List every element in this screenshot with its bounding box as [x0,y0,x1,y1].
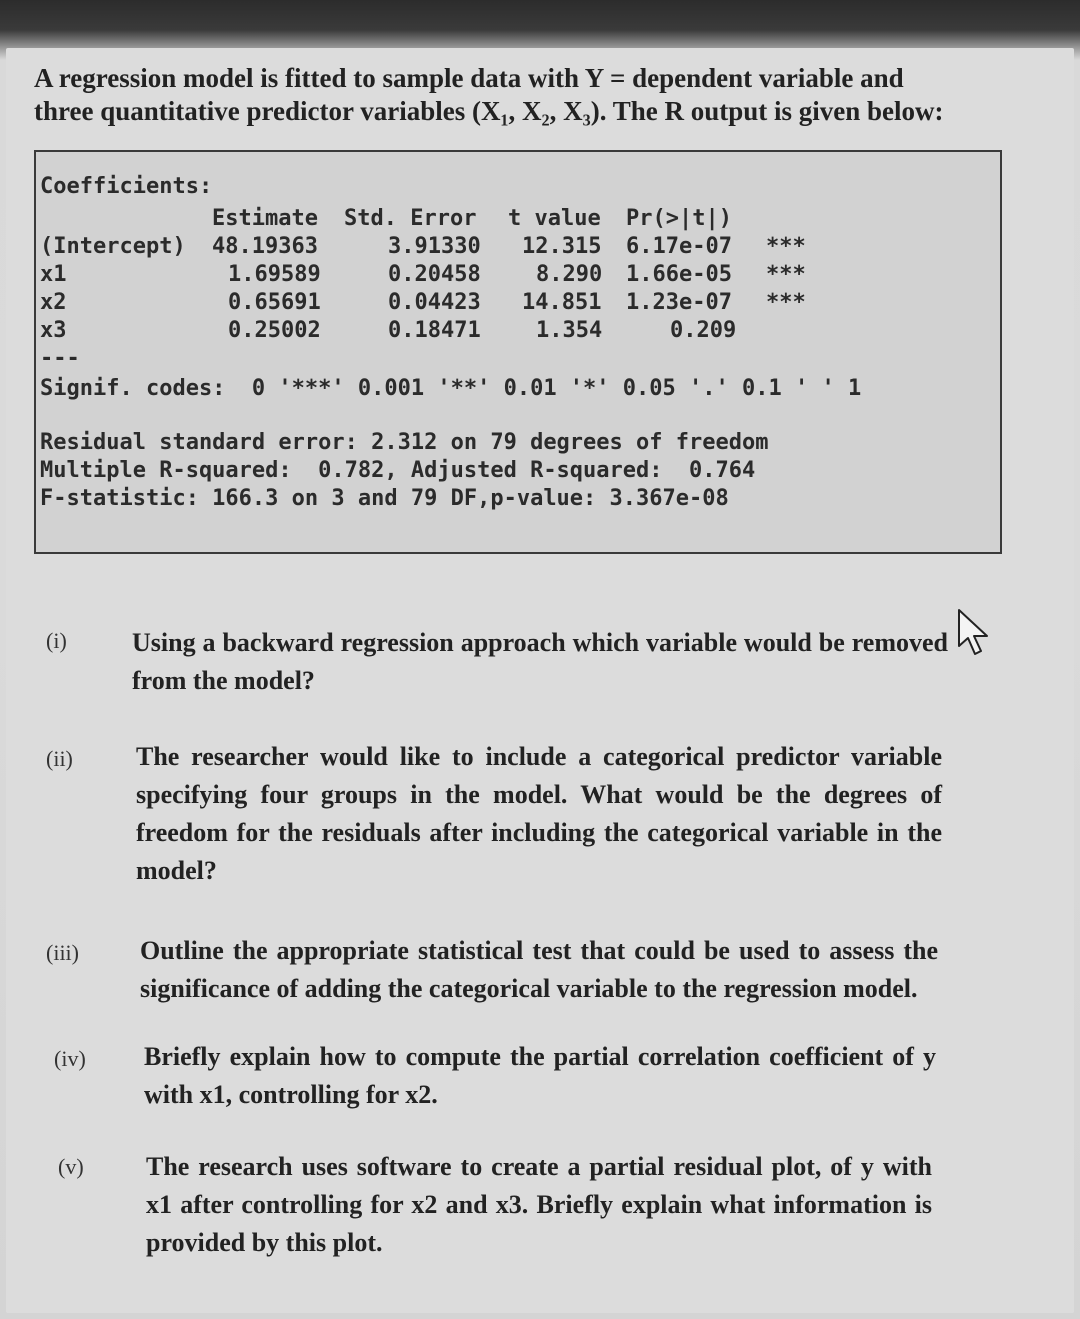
question-text: Outline the appropriate statistical test that could be used to assess the significance of adding the categorical variable to the regression model. [140,936,938,1003]
row-estimate: 48.19363 [212,234,318,259]
row-sig: *** [766,290,806,315]
coefficients-label: Coefficients: [40,174,213,199]
row-std-error: 0.20458 [388,262,481,287]
r-squared: Multiple R-squared: 0.782, Adjusted R-squared: 0.764 [40,458,756,483]
row-name: x2 [40,290,67,315]
r-output-box [34,150,1002,554]
row-std-error: 0.18471 [388,318,481,343]
question-text: The researcher would like to include a categorical predictor variable specifying four groups in the model. What would be the degrees of freedom for the residuals after including the categorical variable in the model? [136,742,942,885]
row-sig: *** [766,234,806,259]
row-std-error: 0.04423 [388,290,481,315]
row-p-value: 1.66e-05 [626,262,732,287]
residual-standard-error: Residual standard error: 2.312 on 79 degrees of freedom [40,430,769,455]
row-sig: *** [766,262,806,287]
signif-codes: Signif. codes: 0 '***' 0.001 '**' 0.01 '*' 0.05 '.' 0.1 ' ' 1 [40,376,862,401]
row-std-error: 3.91330 [388,234,481,259]
header-p-value: Pr(>|t|) [626,206,732,231]
header-std-error: Std. Error [344,206,477,231]
question-text: Briefly explain how to compute the partial correlation coefficient of y with x1, controlling for x2. [144,1042,936,1109]
row-name: x1 [40,262,67,287]
header-estimate: Estimate [212,206,318,231]
mouse-pointer-icon [955,608,995,658]
question-number: (ii) [46,746,73,771]
f-statistic: F-statistic: 166.3 on 3 and 79 DF,p-value: 3.367e-08 [40,486,729,511]
intro-line-2: three quantitative predictor variables (X₁, X₂, X₃). The R output is given below: [34,96,944,126]
row-p-value: 6.17e-07 [626,234,732,259]
header-t-value: t value [508,206,601,231]
row-t-value: 8.290 [536,262,603,287]
row-p-value: 1.23e-07 [626,290,732,315]
row-estimate: 1.69589 [228,262,321,287]
row-name: (Intercept) [40,234,186,259]
row-t-value: 1.354 [536,318,603,343]
row-p-value: 0.209 [670,318,737,343]
intro-line-1: A regression model is fitted to sample data with Y = dependent variable and [34,63,904,93]
row-estimate: 0.65691 [228,290,321,315]
separator: --- [40,346,80,371]
question-text: The research uses software to create a partial residual plot, of y with x1 after controlling for x2 and x3. Briefly explain what information is provided by this plot. [146,1152,932,1257]
question-number: (i) [46,628,67,653]
question-number: (iv) [54,1046,86,1071]
row-estimate: 0.25002 [228,318,321,343]
intro-text [34,62,994,128]
question-text: Using a backward regression approach which variable would be removed from the model? [132,628,948,695]
question-number: (iii) [46,940,79,965]
row-t-value: 14.851 [522,290,602,315]
row-name: x3 [40,318,67,343]
row-t-value: 12.315 [522,234,602,259]
question-number: (v) [58,1154,84,1179]
